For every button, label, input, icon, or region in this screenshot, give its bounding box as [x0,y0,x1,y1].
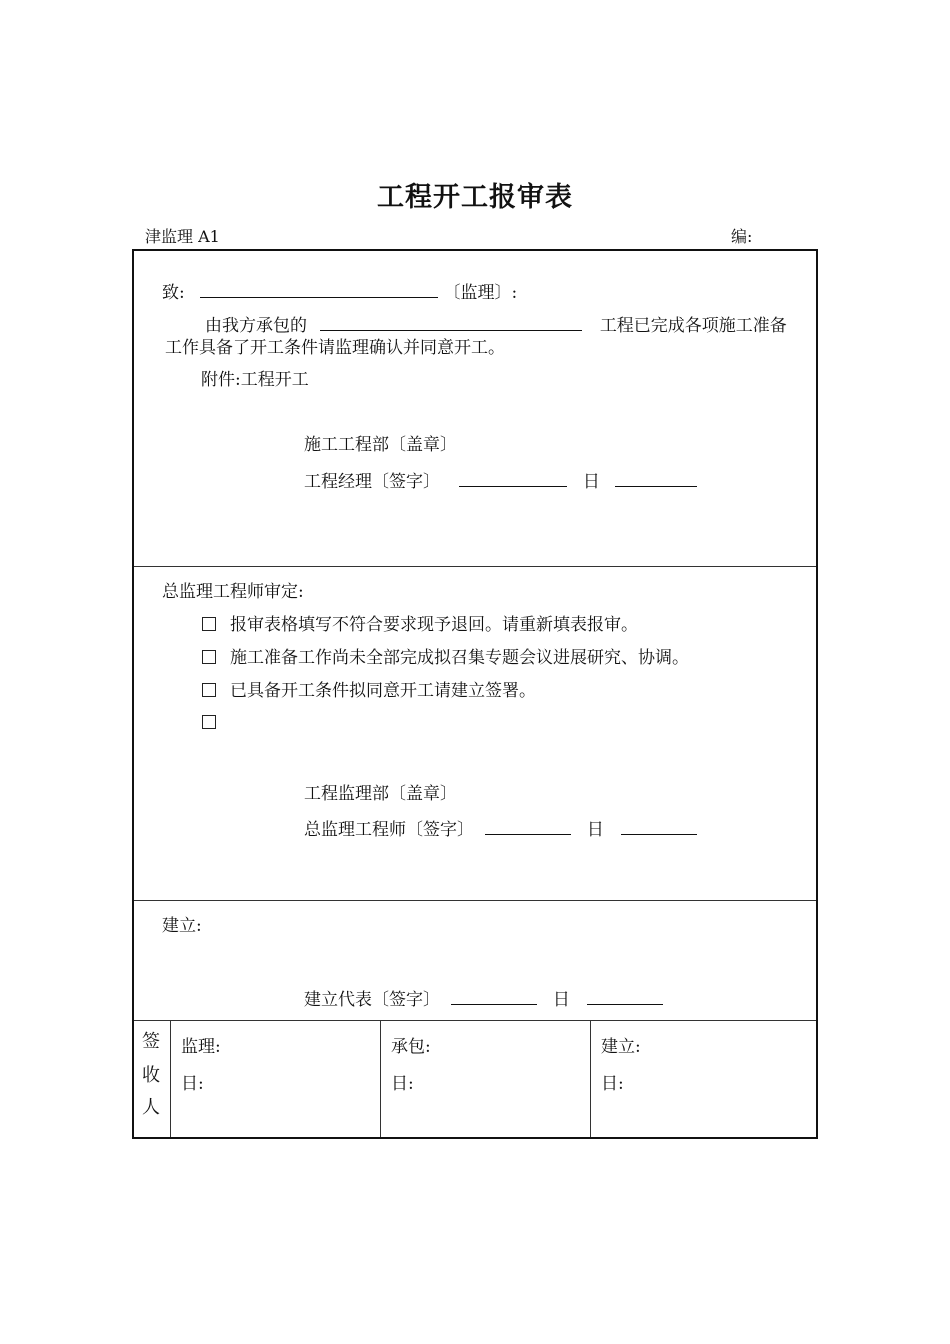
manager-sign-label: 工程经理〔签字〕 [304,472,440,492]
supervisor-name-field[interactable] [200,281,438,298]
option-2-label: 施工准备工作尚未全部完成拟召集专题会议进展研究、协调。 [230,648,689,668]
owner-rep-signature-field[interactable] [451,988,537,1005]
attachment-line: 附件:工程开工 [201,370,309,390]
option-3-label: 已具备开工条件拟同意开工请建立签署。 [230,681,536,701]
option-2[interactable] [202,650,689,667]
option-1-label: 报审表格填写不符合要求现予退回。请重新填表报审。 [230,615,638,635]
receipt-owner-date: 日: [601,1074,624,1094]
option-1-checkbox[interactable] [202,617,216,631]
manager-sign-line [304,470,697,491]
receipt-divider-1 [170,1020,171,1137]
receipt-side-char-2: 收 [142,1065,160,1086]
to-label: 致: [162,283,185,303]
chief-sign-label: 总监理工程师〔签字〕 [304,820,474,840]
option-4-checkbox[interactable] [202,715,216,729]
option-3[interactable] [202,683,536,700]
receipt-supervisor-label: 监理: [181,1037,221,1057]
option-2-checkbox[interactable] [202,650,216,664]
chief-sign-line [304,818,697,839]
page-title: 工程开工报审表 [377,182,573,213]
chief-signature-field[interactable] [485,818,571,835]
receipt-supervisor-date: 日: [181,1074,204,1094]
option-3-checkbox[interactable] [202,683,216,697]
receipt-side-char-3: 人 [142,1097,160,1118]
receipt-contractor-label: 承包: [391,1037,431,1057]
owner-rep-date-field[interactable] [587,988,663,1005]
body-line-2: 工作具备了开工条件请监理确认并同意开工。 [165,338,505,358]
construction-dept-seal: 施工工程部〔盖章〕 [304,435,457,455]
body-suffix: 工程已完成各项施工准备 [599,316,787,336]
owner-rep-sign-label: 建立代表〔签字〕 [304,990,440,1010]
receipt-divider-3 [590,1020,591,1137]
manager-date-field[interactable] [615,470,697,487]
date-label: 日 [582,472,600,492]
divider-section2 [134,900,816,901]
chief-date-field[interactable] [621,818,697,835]
owner-heading: 建立: [162,916,202,936]
owner-rep-sign-line [304,988,663,1009]
divider-section1 [134,566,816,567]
receipt-divider-2 [380,1020,381,1137]
option-1[interactable] [202,617,638,634]
divider-section3 [134,1020,816,1021]
body-prefix: 由我方承包的 [205,316,307,336]
receipt-contractor-date: 日: [391,1074,414,1094]
date-label: 日 [586,820,604,840]
form-code: 津监理 A1 [145,227,220,246]
receipt-side-char-1: 签 [142,1031,160,1052]
supervision-dept-seal: 工程监理部〔盖章〕 [304,784,457,804]
body-line-1 [205,314,787,335]
project-name-field[interactable] [320,314,582,331]
number-label: 编: [731,227,753,246]
chief-review-heading: 总监理工程师审定: [162,582,304,602]
option-4[interactable] [202,715,230,732]
date-label: 日 [552,990,570,1010]
manager-signature-field[interactable] [459,470,567,487]
receipt-owner-label: 建立: [601,1037,641,1057]
to-line [162,281,517,302]
supervisor-suffix: 〔监理〕: [443,283,518,303]
